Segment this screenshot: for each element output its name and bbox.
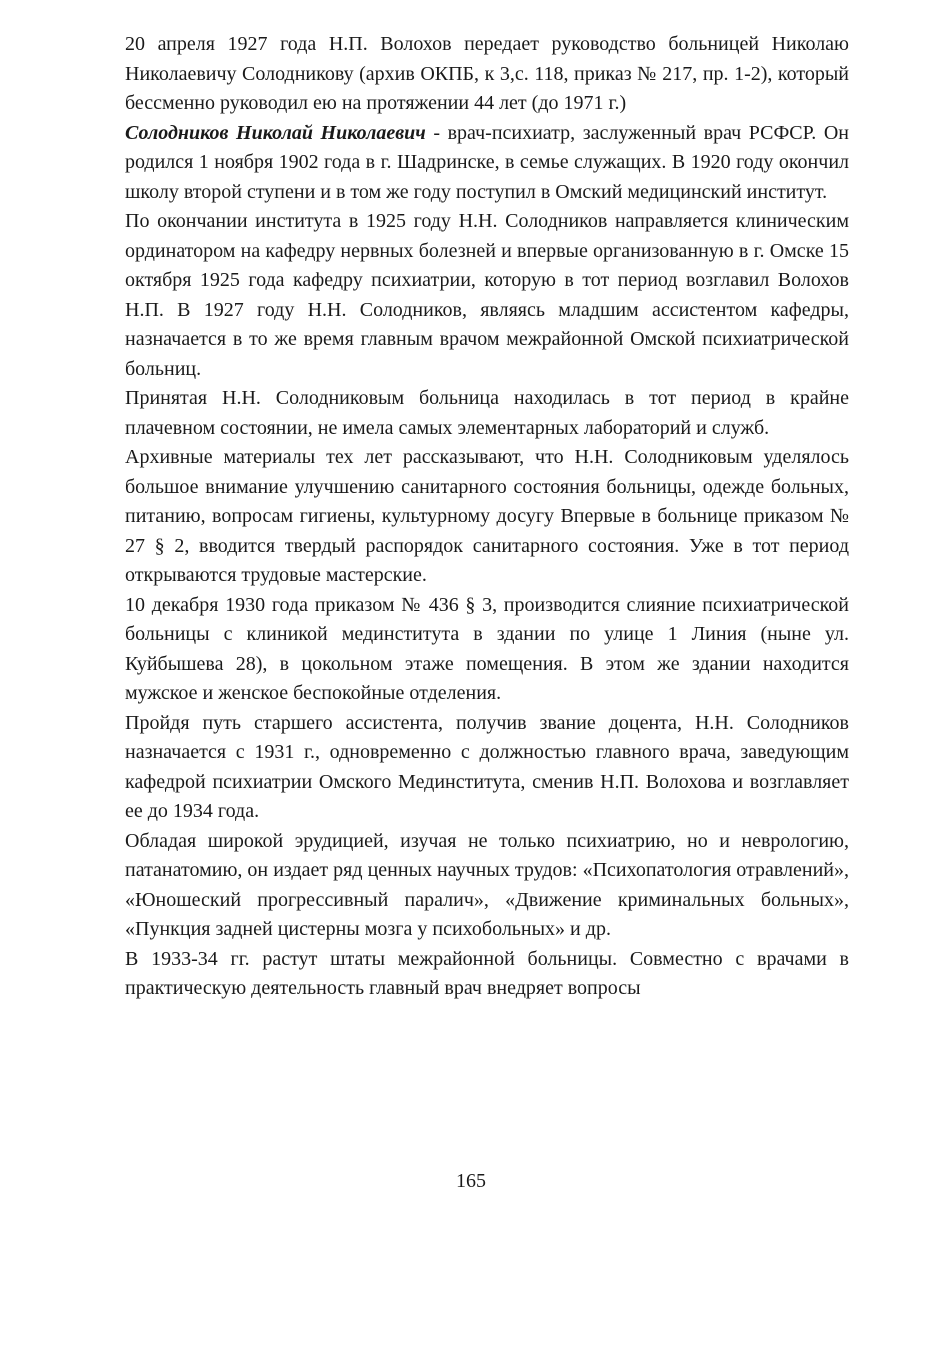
paragraph-2-text: - врач-психиатр, заслуженный врач РСФСР. Он родился 1 ноября 1902 года в г. Шадринске, в семье служащих. В 1920 году окончил школу второй ступени и в том же году поступил в Омский медицинский институт. [125, 121, 849, 203]
paragraph-1 [125, 30, 849, 119]
paragraph-5 [125, 443, 849, 591]
paragraph-3-text: По окончании института в 1925 году Н.Н. Солодников направляется клиническим ординатором на кафедру нервных болезней и впервые организованную в г. Омске 15 октября 1925 года кафедру психиатрии, которую в тот период возглавил Волохов Н.П. В 1927 году Н.Н. Солодников, являясь младшим ассистентом кафедры, назначается в то же время главным врачом межрайонной Омской психиатрической больниц. [125, 210, 849, 380]
person-name: Солодников Николай Николаевич [125, 121, 426, 144]
paragraph-1-text: 20 апреля 1927 года Н.П. Волохов передает руководство больницей Николаю Николаевичу Солодникову (архив ОКПБ, к 3,с. 118, приказ № 217, пр. 1-2), который бессменно руководил ею на протяжении 44 лет (до 1971 г.) [125, 33, 849, 114]
paragraph-8 [125, 827, 849, 945]
paragraph-6 [125, 591, 849, 709]
document-body [125, 30, 849, 1004]
paragraph-9-text: В 1933-34 гг. растут штаты межрайонной больницы. Совместно с врачами в практическую деятельность главный врач внедряет вопросы [125, 947, 849, 999]
page-number: 165 [456, 1170, 486, 1192]
paragraph-4 [125, 384, 849, 443]
paragraph-2 [125, 119, 849, 208]
paragraph-5-text: Архивные материалы тех лет рассказывают, что Н.Н. Солодниковым уделялось большое внимание улучшению санитарного состояния больницы, одежде больных, питанию, вопросам гигиены, культурному досугу Впервые в больнице приказом № 27 § 2, вводится твердый распорядок санитарного состояния. Уже в тот период открываются трудовые мастерские. [125, 446, 849, 586]
paragraph-8-text: Обладая широкой эрудицией, изучая не только психиатрию, но и неврологию, патанатомию, он издает ряд ценных научных трудов: «Психопатология отравлений», «Юношеский прогрессивный паралич», «Движение криминальных больных», «Пункция задней цистерны мозга у психобольных» и др. [125, 829, 849, 940]
paragraph-6-text: 10 декабря 1930 года приказом № 436 § 3, производится слияние психиатрической больницы с клиникой мединститута в здании по улице 1 Линия (ныне ул. Куйбышева 28), в цокольном этаже помещения. В этом же здании находится мужское и женское беспокойные отделения. [125, 593, 849, 704]
paragraph-9 [125, 945, 849, 1004]
paragraph-7 [125, 709, 849, 827]
paragraph-3 [125, 207, 849, 384]
paragraph-4-text: Принятая Н.Н. Солодниковым больница находилась в тот период в крайне плачевном состоянии, не имела самых элементарных лабораторий и служб. [125, 387, 849, 439]
paragraph-7-text: Пройдя путь старшего ассистента, получив звание доцента, Н.Н. Солодников назначается с 1931 г., одновременно с должностью главного врача, заведующим кафедрой психиатрии Омского Мединститута, сменив Н.П. Волохова и возглавляет ее до 1934 года. [125, 711, 849, 822]
